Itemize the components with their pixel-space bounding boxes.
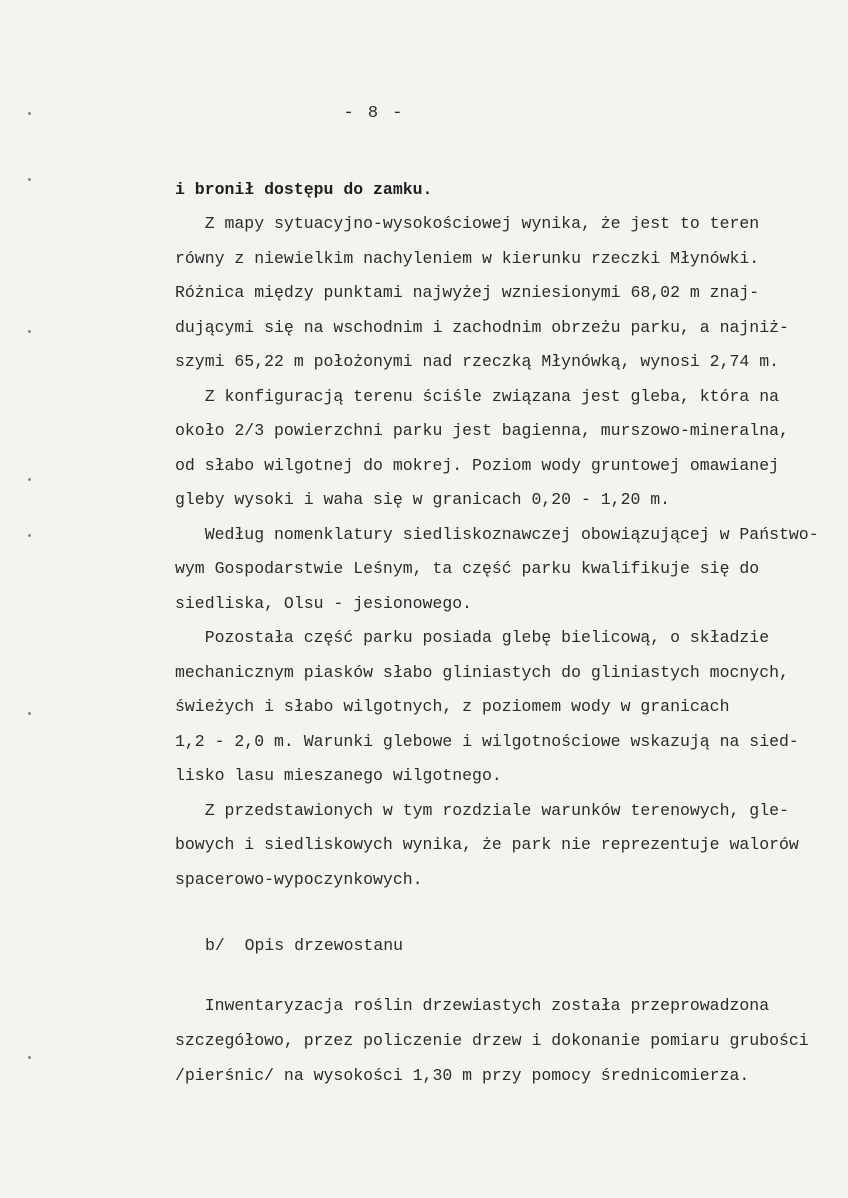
text-line: dującymi się na wschodnim i zachodnim obrzeżu parku, a najniż- bbox=[175, 318, 789, 337]
text-line: około 2/3 powierzchni parku jest bagienna, murszowo-mineralna, bbox=[175, 421, 789, 440]
text-line: spacerowo-wypoczynkowych. bbox=[175, 870, 423, 889]
text-line: Z konfiguracją terenu ściśle związana jest gleba, która na bbox=[175, 387, 779, 406]
margin-mark bbox=[28, 534, 31, 537]
text-line: od słabo wilgotnej do mokrej. Poziom wody gruntowej omawianej bbox=[175, 456, 779, 475]
text-line: Różnica między punktami najwyżej wzniesionymi 68,02 m znaj- bbox=[175, 283, 760, 302]
text-line: świeżych i słabo wilgotnych, z poziomem wody w granicach bbox=[175, 697, 730, 716]
margin-mark bbox=[28, 178, 31, 181]
text-line: Według nomenklatury siedliskoznawczej obowiązującej w Państwo- bbox=[175, 525, 819, 544]
text-line: siedliska, Olsu - jesionowego. bbox=[175, 594, 473, 613]
text-line: i bronił dostępu do zamku. bbox=[175, 180, 433, 199]
page-number: - 8 - bbox=[343, 104, 405, 123]
text-line: /pierśnic/ na wysokości 1,30 m przy pomocy średnicomierza. bbox=[175, 1066, 750, 1085]
text-line: Z mapy sytuacyjno-wysokościowej wynika, że jest to teren bbox=[175, 214, 760, 233]
text-line: Pozostała część parku posiada glebę bielicową, o składzie bbox=[175, 628, 770, 647]
margin-mark bbox=[28, 478, 31, 481]
margin-mark bbox=[28, 712, 31, 715]
text-line: równy z niewielkim nachyleniem w kierunku rzeczki Młynówki. bbox=[175, 249, 760, 268]
section-heading: b/ Opis drzewostanu bbox=[205, 936, 404, 955]
text-line: szczegółowo, przez policzenie drzew i dokonanie pomiaru grubości bbox=[175, 1031, 809, 1050]
text-line: Inwentaryzacja roślin drzewiastych została przeprowadzona bbox=[175, 996, 770, 1015]
text-line: gleby wysoki i waha się w granicach 0,20 - 1,20 m. bbox=[175, 490, 671, 509]
text-line: lisko lasu mieszanego wilgotnego. bbox=[175, 766, 502, 785]
text-line: 1,2 - 2,0 m. Warunki glebowe i wilgotnościowe wskazują na sied- bbox=[175, 732, 799, 751]
text-line: wym Gospodarstwie Leśnym, ta część parku kwalifikuje się do bbox=[175, 559, 760, 578]
text-line: mechanicznym piasków słabo gliniastych do gliniastych mocnych, bbox=[175, 663, 789, 682]
margin-mark bbox=[28, 330, 31, 333]
text-line: szymi 65,22 m położonymi nad rzeczką Młynówką, wynosi 2,74 m. bbox=[175, 352, 779, 371]
text-line: bowych i siedliskowych wynika, że park nie reprezentuje walorów bbox=[175, 835, 799, 854]
margin-mark bbox=[28, 1056, 31, 1059]
text-line: Z przedstawionych w tym rozdziale warunków terenowych, gle- bbox=[175, 801, 789, 820]
